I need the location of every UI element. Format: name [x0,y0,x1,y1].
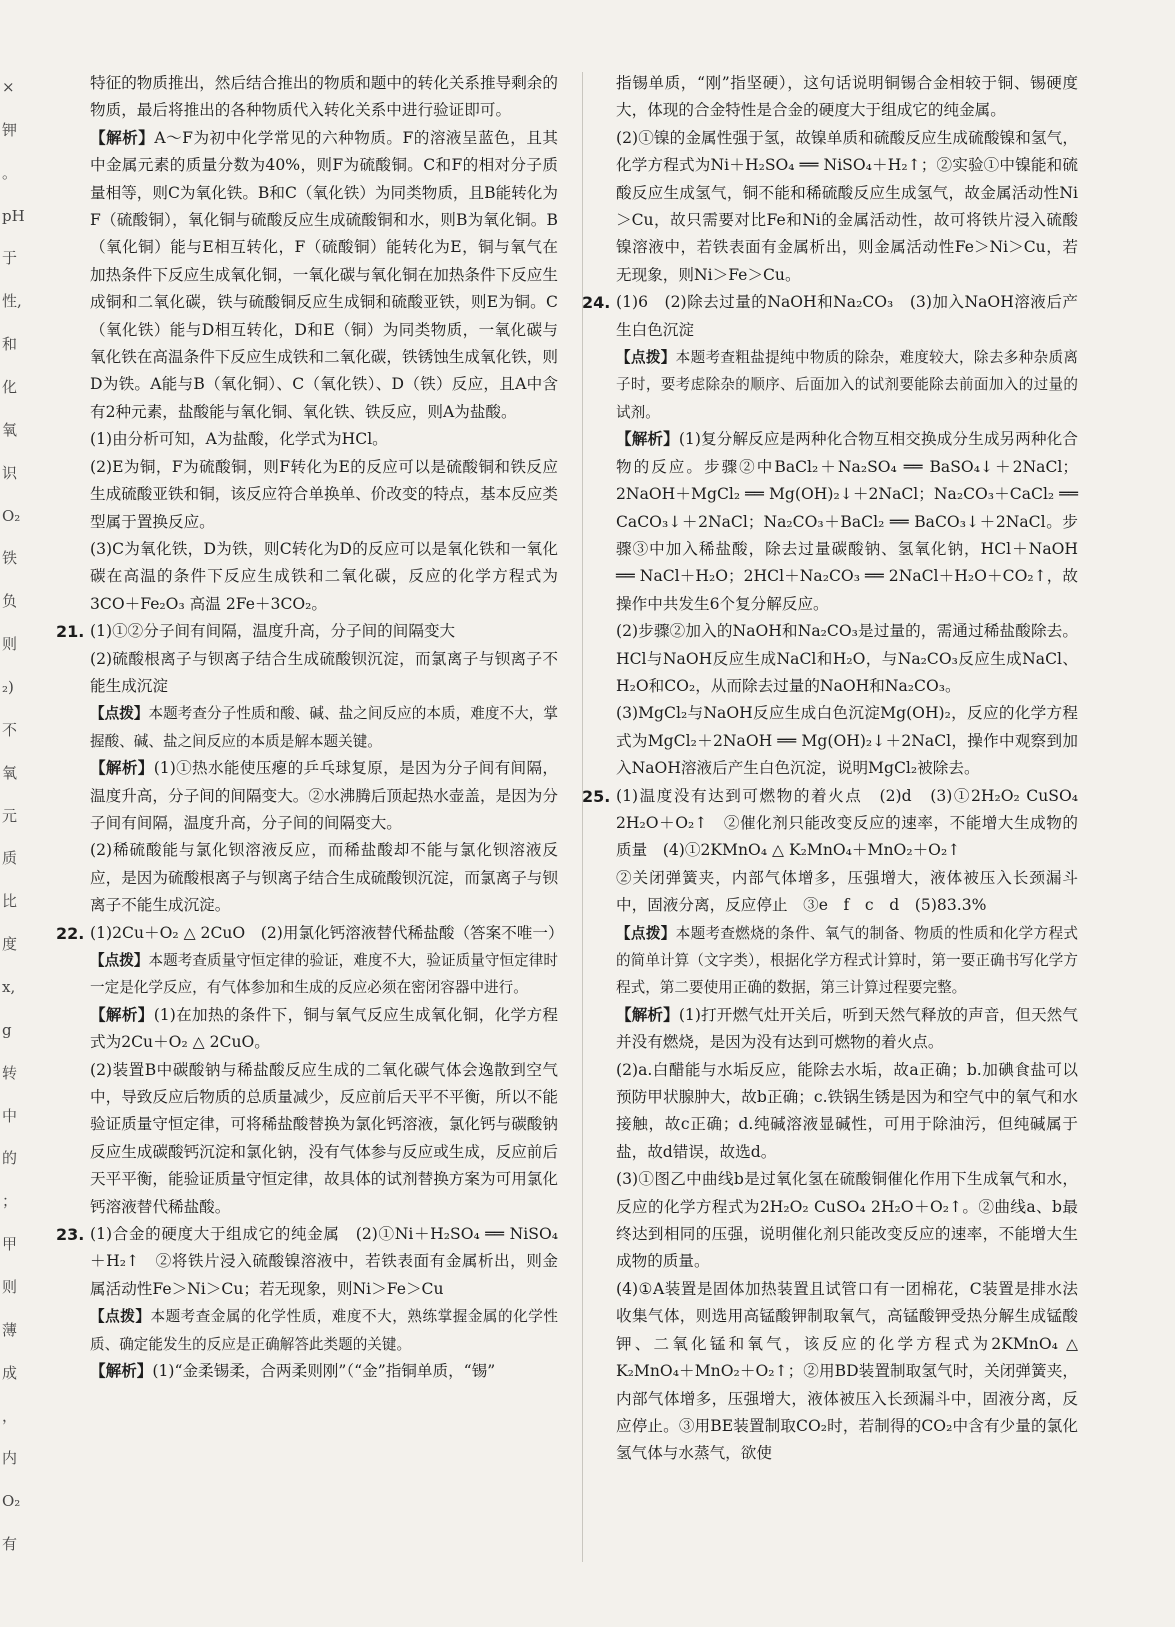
edge-fragment: 负 [2,592,18,610]
edge-fragment: 性, [2,292,22,310]
q25-analysis-3: (3)①图乙中曲线b是过氧化氢在硫酸铜催化作用下生成氧气和水，反应的化学方程式为2H₂O₂ CuSO₄ 2H₂O＋O₂↑。②曲线a、b最终达到相同的压强，说明催化剂只能改变反应的速率，不能增大生成物的质量。 [616,1170,1078,1271]
q22-analysis-2: (2)装置B中碳酸钠与稀盐酸反应生成的二氧化碳气体会逸散到空气中，导致反应后物质的总质量减少，反应前后天平不平衡，所以不能验证质量守恒定律，可将稀盐酸替换为氯化钙溶液，氯化钙与碳酸钠反应生成碳酸钙沉淀和氯化钠，没有气体参与反应或生成，反应前后天平平衡，能验证质量守恒定律，故具体的试剂替换方案为可用氯化钙溶液替代稀盐酸。 [90,1060,558,1216]
edge-fragment: 则 [2,635,18,653]
edge-fragment: 氧 [2,421,18,439]
right-column [582,70,1078,1468]
edge-fragment: 元 [2,807,18,825]
q20-answer-2: (2)E为铜，F为硫酸铜，则F转化为E的反应可以是硫酸铜和铁反应生成硫酸亚铁和铜，该反应符合单换单、价改变的特点，基本反应类型属于置换反应。 [90,457,558,531]
q25-analysis-4: (4)①A装置是固体加热装置且试管口有一团棉花，C装置是排水法收集气体，则选用高锰酸钾制取氧气，高锰酸钾受热分解生成锰酸钾、二氧化锰和氧气，该反应的化学方程式为2KMnO₄ △ K₂MnO₄＋MnO₂＋O₂↑；②用BD装置制取氢气时，关闭弹簧夹，内部气体增多，压强增大，液体被压入长颈漏斗中，固液分离，反应停止。③用BE装置制取CO₂时，若制得的CO₂中含有少量的氯化氢气体与水蒸气，欲使 [616,1279,1078,1463]
question-23 [56,1221,558,1385]
q21-answer-2: (2)硫酸根离子与钡离子结合生成硫酸钡沉淀，而氯离子与钡离子不能生成沉淀 [90,649,558,695]
q25-analysis-2: (2)a.白醋能与水垢反应，能除去水垢，故a正确；b.加碘食盐可以预防甲状腺肿大，故b正确；c.铁锅生锈是因为和空气中的氧气和水接触，故c正确；d.纯碱溶液显碱性，可用于除油污，但纯碱属于盐，故d错误，故选d。 [616,1060,1078,1161]
q21-analysis-2: (2)稀硫酸能与氯化钡溶液反应，而稀盐酸却不能与氯化钡溶液反应，是因为硫酸根离子与钡离子结合生成硫酸钡沉淀，而氯离子与钡离子不能生成沉淀。 [90,841,558,915]
question-number: 24. [582,293,611,313]
question-24 [582,289,1078,782]
edge-fragment: ， [2,1407,18,1425]
edge-fragment: 则 [2,1278,18,1296]
edge-fragment: 铁 [2,549,18,567]
edge-fragment: 有 [2,1535,18,1553]
q24-analysis-2: (2)步骤②加入的NaOH和Na₂CO₃是过量的，需通过稀盐酸除去。HCl与NaOH反应生成NaCl和H₂O，与Na₂CO₃反应生成NaCl、H₂O和CO₂，从而除去过量的NaOH和Na₂CO₃。 [616,622,1078,695]
edge-fragment: 不 [2,721,18,739]
edge-fragment: g [2,1021,12,1039]
edge-fragment: 氧 [2,764,18,782]
q21-analysis: 【解析】(1)①热水能使压瘪的乒乓球复原，是因为分子间有间隔，温度升高，分子间的间隔变大。②水沸腾后顶起热水壶盖，是因为分子间有间隔，温度升高，分子间的间隔变大。 [90,759,558,832]
edge-fragment: 度 [2,935,18,953]
left-margin-cut-text [0,60,26,1620]
edge-fragment: 甲 [2,1235,18,1253]
edge-fragment: 识 [2,464,18,482]
edge-fragment: O₂ [2,507,21,525]
q23-answer: (1)合金的硬度大于组成它的纯金属 (2)①Ni＋H₂SO₄ ══ NiSO₄＋H₂↑ ②将铁片浸入硫酸镍溶液中，若铁表面有金属析出，则金属活动性Fe＞Ni＞Cu；若无现象，则Ni＞Fe＞Cu [90,1225,558,1298]
question-25 [582,783,1078,1468]
edge-fragment: 转 [2,1064,18,1082]
q23-analysis-cont: 指锡单质，“刚”指坚硬），这句话说明铜锡合金相较于铜、锡硬度大，体现的合金特性是合金的硬度大于组成它的纯金属。 [616,74,1078,120]
edge-fragment: pH [2,207,25,225]
edge-fragment: 和 [2,335,18,353]
question-number: 21. [56,622,85,642]
edge-fragment: O₂ [2,1492,21,1510]
edge-fragment: 薄 [2,1321,18,1339]
q24-analysis-3: (3)MgCl₂与NaOH反应生成白色沉淀Mg(OH)₂，反应的化学方程式为MgCl₂＋2NaOH ══ Mg(OH)₂↓＋2NaCl，操作中观察到加入NaOH溶液后产生白色沉淀，说明MgCl₂被除去。 [616,704,1078,778]
q25-answer-2: ②关闭弹簧夹，内部气体增多，压强增大，液体被压入长颈漏斗中，固液分离，反应停止 ③e f c d (5)83.3% [616,868,1078,915]
left-column [56,70,564,1386]
edge-fragment: 钾 [2,121,18,139]
edge-fragment: 质 [2,849,18,867]
edge-fragment: 的 [2,1149,18,1167]
q24-analysis: 【解析】(1)复分解反应是两种化合物互相交换成分生成另两种化合物的反应。步骤②中BaCl₂＋Na₂SO₄ ══ BaSO₄↓＋2NaCl；2NaOH＋MgCl₂ ══ Mg(OH)₂↓＋2NaCl；Na₂CO₃＋CaCl₂ ══ CaCO₃↓＋2NaCl；Na₂CO₃＋BaCl₂ ══ BaCO₃↓＋2NaCl。步骤③中加入稀盐酸，除去过量碳酸钠、氢氧化钠，HCl＋NaOH ══ NaCl＋H₂O；2HCl＋Na₂CO₃ ══ 2NaCl＋H₂O＋CO₂↑，故操作中共发生6个复分解反应。 [616,430,1078,613]
question-21 [56,618,558,919]
q25-analysis: 【解析】(1)打开燃气灶开关后，听到天然气释放的声音，但天然气并没有燃烧，是因为没有达到可燃物的着火点。 [616,1005,1078,1052]
question-number: 23. [56,1225,85,1245]
q20-analysis-cont: 特征的物质推出，然后结合推出的物质和题中的转化关系推导剩余的物质，最后将推出的各种物质代入转化关系中进行验证即可。 [90,74,558,120]
edge-fragment: ； [2,1192,18,1210]
q23-analysis: 【解析】(1)“金柔锡柔，合两柔则刚”（“金”指铜单质，“锡” [90,1362,496,1381]
edge-fragment: 比 [2,892,18,910]
q23-tip: 【点拨】本题考查金属的化学性质，难度不大，熟练掌握金属的化学性质、确定能发生的反应是正确解答此类题的关键。 [90,1308,558,1353]
edge-fragment: 于 [2,249,18,267]
q23-analysis-2: (2)①镍的金属性强于氢，故镍单质和硫酸反应生成硫酸镍和氢气，化学方程式为Ni＋H₂SO₄ ══ NiSO₄＋H₂↑；②实验①中镍能和硫酸反应生成氢气，铜不能和稀硫酸反应生成氢气，故金属活动性Ni＞Cu，故只需要对比Fe和Ni的金属活动性，故可将铁片浸入硫酸镍溶液中，若铁表面有金属析出，则金属活动性Fe＞Ni＞Cu，若无现象，则Ni＞Fe＞Cu。 [616,128,1078,284]
q20-answer-3: (3)C为氧化铁，D为铁，则C转化为D的反应可以是氧化铁和一氧化碳在高温的条件下反应生成铁和二氧化碳，反应的化学方程式为3CO＋Fe₂O₃ 高温 2Fe＋3CO₂。 [90,539,558,613]
edge-fragment: ₂) [2,678,14,696]
analysis-tag: 【解析】 [90,128,155,147]
question-number: 25. [582,786,611,806]
edge-fragment: 中 [2,1107,18,1125]
edge-fragment: x, [2,978,16,996]
q24-answer: (1)6 (2)除去过量的NaOH和Na₂CO₃ (3)加入NaOH溶液后产生白色沉淀 [616,293,1078,339]
question-number: 22. [56,923,85,943]
q24-tip: 【点拨】本题考查粗盐提纯中物质的除杂，难度较大，除去多种杂质离子时，要考虑除杂的顺序、后面加入的试剂要能除去前面加入的过量的试剂。 [616,349,1078,421]
q22-analysis: 【解析】(1)在加热的条件下，铜与氧气反应生成氧化铜，化学方程式为2Cu＋O₂ △ 2CuO。 [90,1005,558,1052]
edge-fragment: × [2,78,15,96]
q25-tip: 【点拨】本题考查燃烧的条件、氧气的制备、物质的性质和化学方程式的简单计算（文字类），根据化学方程式计算时，第一要正确书写化学方程式，第二要使用正确的数据，第三计算过程要完整。 [616,924,1078,997]
q22-answer: (1)2Cu＋O₂ △ 2CuO (2)用氯化钙溶液替代稀盐酸（答案不唯一） [90,923,564,942]
edge-fragment: 内 [2,1449,18,1467]
edge-fragment: 成 [2,1364,18,1382]
q25-answer-1: (1)温度没有达到可燃物的着火点 (2)d (3)①2H₂O₂ CuSO₄ 2H₂O＋O₂↑ ②催化剂只能改变反应的速率，不能增大生成物的质量 (4)①2KMnO₄ △ K₂MnO₄＋MnO₂＋O₂↑ [616,786,1078,860]
question-22 [56,920,564,1221]
edge-fragment: 。 [2,164,18,182]
q20-answer-1: (1)由分析可知，A为盐酸，化学式为HCl。 [90,430,388,449]
q20-analysis: 【解析】A～F为初中化学常见的六种物质。F的溶液呈蓝色，且其中金属元素的质量分数为40%，则F为硫酸铜。C和F的相对分子质量相等，则C为氧化铁。B和C（氧化铁）为同类物质，且B能转化为F（硫酸铜），氧化铜与硫酸反应生成硫酸铜和水，则B为氧化铜。B（氧化铜）能与E相互转化，F（硫酸铜）能转化为E，铜与氧气在加热条件下反应生成氧化铜，一氧化碳与氧化铜在加热条件下反应生成铜和二氧化碳，铁与硫酸铜反应生成铜和硫酸亚铁，则E为铜。C（氧化铁）能与D相互转化，D和E（铜）为同类物质，一氧化碳与氧化铁在高温条件下反应生成铁和二氧化碳，铁锈蚀生成氧化铁，则D为铁。A能与B（氧化铜）、C（氧化铁）、D（铁）反应，且A中含有2种元素，盐酸能与氧化铜、氧化铁、铁反应，则A为盐酸。 [90,128,558,421]
q22-tip: 【点拨】本题考查质量守恒定律的验证，难度不大，验证质量守恒定律时一定是化学反应，有气体参加和生成的反应必须在密闭容器中进行。 [90,952,558,997]
q21-tip: 【点拨】本题考查分子性质和酸、碱、盐之间反应的本质，难度不大，掌握酸、碱、盐之间反应的本质是解本题关键。 [90,705,558,750]
q21-answer-1: (1)①②分子间有间隔，温度升高，分子间的间隔变大 [90,622,456,641]
edge-fragment: 化 [2,378,18,396]
